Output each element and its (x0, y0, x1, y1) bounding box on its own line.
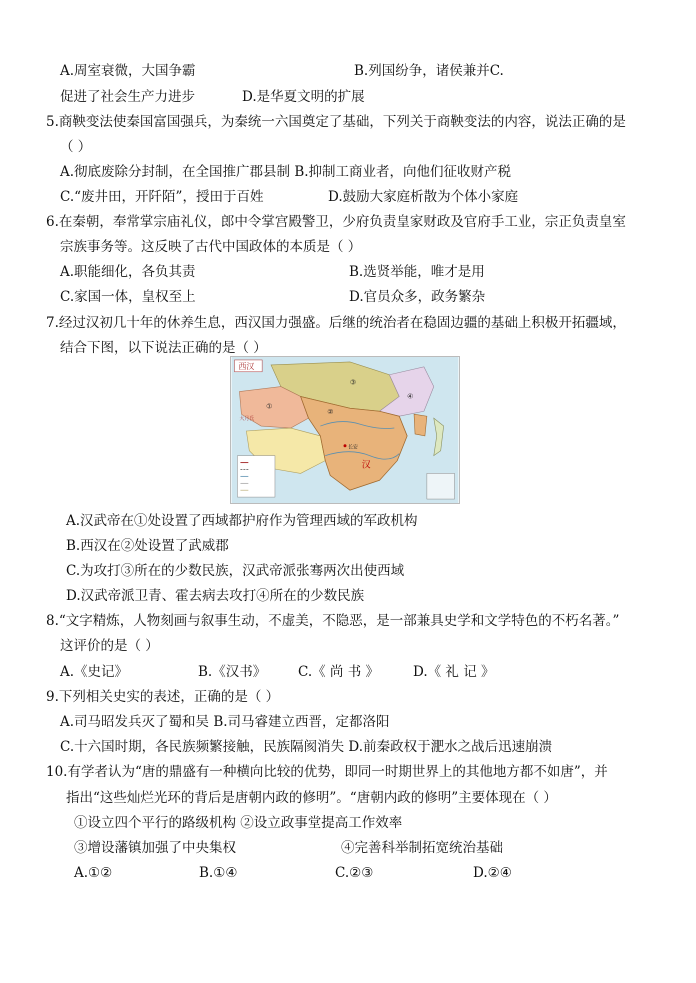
region-korea (414, 414, 427, 436)
q7-option-a[interactable]: A.汉武帝在①处设置了西域都护府作为管理西域的军政机构 (66, 513, 418, 529)
q5-stem-line1: 5.商鞅变法使秦国富国强兵，为秦统一六国奠定了基础，下列关于商鞅变法的内容，说法正确的是 (46, 114, 626, 130)
map-marker-4: ④ (407, 392, 414, 401)
q6-stem-line2: 宗族事务等。这反映了古代中国政体的本质是（ ） (60, 239, 362, 255)
q8-option-b[interactable]: B.《汉书》 (198, 664, 267, 680)
q4-option-c[interactable]: 促进了社会生产力进步 (60, 89, 195, 105)
map-label-west: 大月氏 (239, 416, 255, 423)
q6-option-b[interactable]: B.选贤举能，唯才是用 (349, 264, 485, 280)
map-title: 西汉 (238, 361, 255, 371)
q7-stem-line2: 结合下图，以下说法正确的是（ ） (60, 340, 267, 356)
q10-statement-4: ④完善科举制拓宽统治基础 (341, 840, 503, 856)
q10-stem-line1: 10.有学者认为“唐的鼎盛有一种横向比较的优势，即同一时期世界上的其他地方都不如唐”，并 (46, 764, 608, 780)
q10-option-c[interactable]: C.②③ (335, 865, 374, 881)
q6-option-d[interactable]: D.官员众多，政务繁杂 (349, 289, 486, 305)
q10-stem-line2: 指出“这些灿烂光环的背后是唐朝内政的修明”。“唐朝内政的修明”主要体现在（ ） (66, 790, 557, 806)
q10-option-a[interactable]: A.①② (74, 865, 113, 881)
q6-option-a[interactable]: A.职能细化，各负其责 (60, 264, 196, 280)
q10-statement-3: ③增设藩镇加强了中央集权 (74, 840, 236, 856)
q10-option-d[interactable]: D.②④ (473, 865, 512, 881)
map-label-changan: 长安 (347, 444, 358, 451)
q8-stem-line2: 这评价的是（ ） (60, 638, 159, 654)
q9-stem: 9.下列相关史实的表述，正确的是（ ） (46, 689, 280, 705)
q7-stem-line1: 7.经过汉初几十年的休养生息，西汉国力强盛。后继的统治者在稳固边疆的基础上积极开拓疆域， (46, 315, 626, 331)
map-marker-2: ② (327, 408, 334, 417)
q8-option-c[interactable]: C.《 尚 书 》 (298, 664, 380, 680)
q7-option-b[interactable]: B.西汉在②处设置了武威郡 (66, 538, 229, 554)
q6-stem-line1: 6.在秦朝，奉常掌宗庙礼仪，郎中令掌宫殿警卫，少府负责皇家财政及官府手工业，宗正负责皇室 (46, 214, 626, 230)
q5-option-d[interactable]: D.鼓励大家庭析散为个体小家庭 (328, 189, 519, 205)
q9-option-c-d[interactable]: C.十六国时期，各民族频繁接触，民族隔阂消失 D.前秦政权于淝水之战后迅速崩溃 (60, 739, 553, 755)
q10-statements-1-2: ①设立四个平行的路级机构 ②设立政事堂提高工作效率 (74, 815, 403, 831)
q9-option-a-b[interactable]: A.司马昭发兵灭了蜀和吴 B.司马睿建立西晋，定都洛阳 (60, 714, 390, 730)
q8-option-a[interactable]: A.《史记》 (60, 664, 129, 680)
map-marker-1: ① (266, 402, 273, 411)
q4-option-a[interactable]: A.周室衰微，大国争霸 (60, 63, 196, 79)
q8-option-d[interactable]: D.《 礼 记 》 (413, 664, 495, 680)
changan-marker (344, 444, 347, 447)
q5-option-a-b[interactable]: A.彻底废除分封制，在全国推广郡县制 B.抑制工商业者，向他们征收财产税 (60, 164, 512, 180)
q4-option-d[interactable]: D.是华夏文明的扩展 (242, 89, 365, 105)
q5-stem-line2: （ ） (60, 139, 92, 155)
map-marker-3: ③ (349, 378, 357, 387)
q4-option-b[interactable]: B.列国纷争，诸侯兼并C. (354, 63, 504, 79)
q7-option-c[interactable]: C.为攻打③所在的少数民族，汉武帝派张骞两次出使西域 (66, 563, 405, 579)
map-inset (427, 473, 455, 499)
q7-option-d[interactable]: D.汉武帝派卫青、霍去病去攻打④所在的少数民族 (66, 588, 365, 604)
q6-option-c[interactable]: C.家国一体，皇权至上 (60, 289, 196, 305)
q10-option-b[interactable]: B.①④ (199, 865, 238, 881)
map-label-han: 汉 (361, 460, 371, 471)
q8-stem-line1: 8.“文字精炼，人物刻画与叙事生动，不虚美，不隐恶，是一部兼具史学和文学特色的不朽名著。” (46, 613, 620, 629)
western-han-map (230, 356, 460, 504)
q5-option-c[interactable]: C.“废井田，开阡陌”，授田于百姓 (60, 189, 264, 205)
